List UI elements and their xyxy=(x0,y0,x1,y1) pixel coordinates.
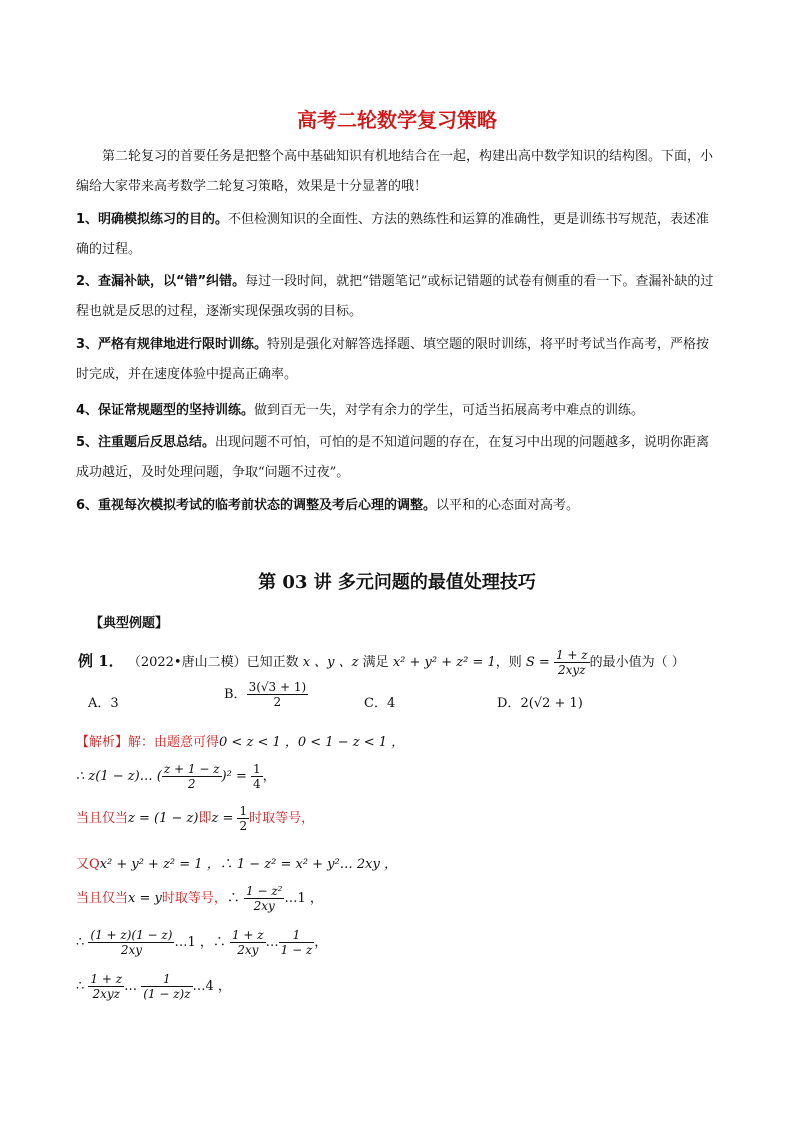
example-source: （2022•唐山二模）已知正数 xyxy=(127,655,299,670)
solution-text: 又Q xyxy=(76,857,100,872)
solution-tag: 【解析】 xyxy=(76,735,129,750)
point-head: 4、保证常规题型的坚持训练。 xyxy=(76,403,255,418)
solution-fraction xyxy=(162,762,222,791)
solution-fraction xyxy=(230,928,266,957)
solution-fraction xyxy=(88,928,174,957)
example-tail: 的最小值为（ ） xyxy=(589,655,685,670)
denominator: 1 − z xyxy=(280,943,313,957)
denominator: 2xy xyxy=(237,943,259,957)
strategy-point-2 xyxy=(76,267,720,327)
solution-line-5 xyxy=(76,884,323,913)
point-body: 以平和的心态面对高考。 xyxy=(436,498,580,513)
option-value: 2(√2 + 1) xyxy=(520,696,583,711)
solution-text: 解：由题意可得 xyxy=(128,735,220,750)
numerator: z + 1 − z xyxy=(163,762,220,776)
solution-line-3 xyxy=(76,804,314,833)
solution-fraction xyxy=(141,972,192,1001)
solution-fraction xyxy=(244,884,284,913)
numerator: 1 xyxy=(279,928,315,943)
option-key: B． xyxy=(224,687,247,702)
s-fraction xyxy=(554,648,590,677)
point-head: 5、注重题后反思总结。 xyxy=(76,435,216,450)
solution-text: …1 ， xyxy=(284,891,323,906)
point-head: 2、查漏补缺，以“错”纠错。 xyxy=(76,274,246,289)
denominator: 4 xyxy=(253,777,261,791)
solution-text: 时取等号， xyxy=(161,891,227,906)
example-cond: 满足 xyxy=(362,655,389,670)
option-value: 3 xyxy=(110,696,119,711)
point-body: 不但检测知识的全面性、方法的熟练性和运算的准确性，更是训练书写规范，表述准确的过程。 xyxy=(76,212,710,257)
strategy-point-3 xyxy=(76,330,720,390)
page-title: 高考二轮数学复习策略 xyxy=(297,108,497,132)
solution-math: z = (1 − z) xyxy=(128,811,199,826)
option-d xyxy=(497,692,583,711)
option-b-fraction xyxy=(247,680,309,709)
example-vars: x 、y 、z xyxy=(302,655,359,670)
point-body: 每过一段时间，就把“错题笔记”或标记错题的试卷有侧重的看一下。查漏补缺的过程也就是反思的过程，逐渐实现保强攻弱的目标。 xyxy=(76,274,714,319)
solution-math: 0 < z < 1 ，0 < 1 − z < 1 ， xyxy=(219,735,405,750)
option-c xyxy=(364,692,395,711)
solution-text: 当且仅当 xyxy=(76,891,129,906)
solution-math: z = xyxy=(211,811,234,826)
lead-paragraph: 第二轮复习的首要任务是把整个高中基础知识有机地结合在一起，构建出高中数学知识的结构图。下面，小编给大家带来高考数学二轮复习策略，效果是十分显著的哦！ xyxy=(76,149,714,194)
solution-text: ∴ xyxy=(76,935,85,950)
option-key: C． xyxy=(364,696,387,711)
solution-text: ， xyxy=(262,769,276,784)
solution-text: ∴ xyxy=(76,979,85,994)
solution-text: …4 ， xyxy=(192,979,231,994)
numerator: 1 xyxy=(141,972,192,987)
option-key: D． xyxy=(497,696,521,711)
solution-math: x = y xyxy=(128,891,162,906)
solution-math: x² + y² + z² = 1 ，∴ 1 − z² = x² + y²… 2xy ， xyxy=(99,857,397,872)
numerator: 1 + z xyxy=(231,928,264,942)
strategy-point-4 xyxy=(76,396,720,426)
example-equation: x² + y² + z² = 1 xyxy=(392,655,496,670)
point-body: 做到百无一失，对学有余力的学生，可适当拓展高考中难点的训练。 xyxy=(254,403,645,418)
denominator: 2xyz xyxy=(92,987,120,1001)
solution-line-1 xyxy=(76,731,404,750)
option-b-denominator: 2 xyxy=(273,695,282,709)
s-numerator: 1 + z xyxy=(555,648,588,662)
numerator: 1 xyxy=(253,762,261,776)
point-body: 特别是强化对解答选择题、填空题的限时训练，将平时考试当作高考，严格按时完成，并在速度体验中提高正确率。 xyxy=(76,337,710,382)
solution-text: … xyxy=(265,935,279,950)
denominator: 2xy xyxy=(253,899,275,913)
option-value: 4 xyxy=(386,696,396,711)
denominator: 2xy xyxy=(120,943,143,957)
solution-fraction xyxy=(279,928,315,957)
point-head: 6、重视每次模拟考试的临考前状态的调整及考后心理的调整。 xyxy=(76,498,437,513)
s-denominator: 2xyz xyxy=(558,663,586,677)
example-label: 例 1． xyxy=(78,652,124,670)
solution-math: ∴ z(1 − z)… ( xyxy=(76,769,162,784)
solution-line-6 xyxy=(76,928,327,957)
denominator: 2 xyxy=(187,777,196,791)
strategy-point-6 xyxy=(76,491,720,521)
solution-text: … xyxy=(124,979,138,994)
numerator: (1 + z)(1 − z) xyxy=(90,928,173,942)
option-b-numerator: 3(√3 + 1) xyxy=(248,680,307,694)
solution-line-2 xyxy=(76,762,276,791)
denominator: (1 − z)z xyxy=(143,987,191,1001)
strategy-point-1 xyxy=(76,205,720,265)
numerator: 1 xyxy=(239,804,248,818)
option-key: A． xyxy=(88,696,111,711)
option-b xyxy=(224,680,308,709)
numerator: 1 + z xyxy=(90,972,123,986)
solution-text: …1 ，∴ xyxy=(174,935,226,950)
solution-text: ∴ xyxy=(226,891,240,906)
strategy-point-5 xyxy=(76,428,720,488)
solution-line-7 xyxy=(76,972,231,1001)
solution-fraction xyxy=(251,762,263,791)
example-then: ，则 xyxy=(495,655,522,670)
lecture-title: 第 03 讲 多元问题的最值处理技巧 xyxy=(258,572,536,593)
solution-fraction xyxy=(237,804,249,833)
option-a xyxy=(88,692,119,711)
point-head: 3、严格有规律地进行限时训练。 xyxy=(76,337,268,352)
point-head: 1、明确模拟练习的目的。 xyxy=(76,212,229,227)
example-question xyxy=(78,648,685,677)
denominator: 2 xyxy=(239,819,248,833)
section-label: 【典型例题】 xyxy=(90,616,169,631)
solution-line-4 xyxy=(76,853,397,872)
solution-fraction xyxy=(88,972,124,1001)
solution-text: 时取等号， xyxy=(249,811,315,826)
solution-math: )² = xyxy=(221,769,247,784)
example-s: S = xyxy=(525,655,550,670)
point-body: 出现问题不可怕，可怕的是不知道问题的存在，在复习中出现的问题越多，说明你距离成功越近，及时处理问题，争取“问题不过夜”。 xyxy=(76,435,710,480)
solution-text: ， xyxy=(314,935,328,950)
numerator: 1 − z² xyxy=(246,884,283,898)
solution-text: 即 xyxy=(198,811,212,826)
solution-text: 当且仅当 xyxy=(76,811,129,826)
